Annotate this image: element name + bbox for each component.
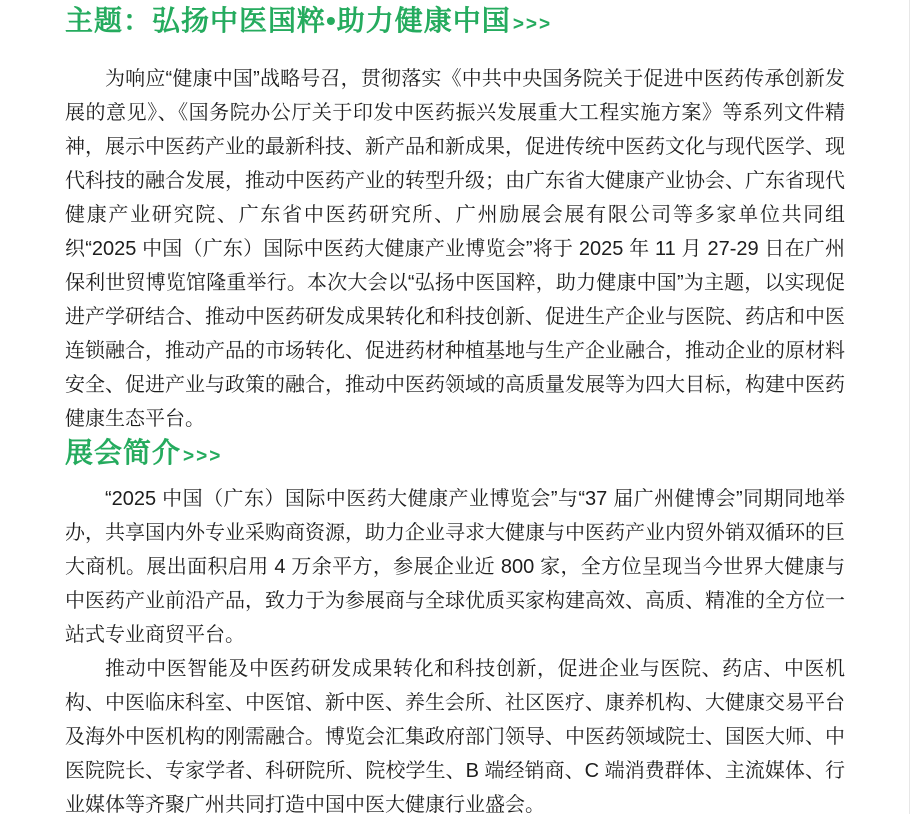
section-heading-theme-text: 主题：弘扬中医国粹•助力健康中国	[65, 5, 511, 36]
chevron-right-arrows-icon: >>>	[512, 14, 553, 35]
section-heading-theme	[65, 4, 845, 42]
expo-overview-paragraph: “2025 中国（广东）国际中医药大健康产业博览会”与“37 届广州健博会”同期同地举办，共享国内外专业采购商资源，助力企业寻求大健康与中医药产业内贸外销双循环的巨大商机。展出面积启用 4 万余平方，参展企业近 800 家，全方位呈现当今世界大健康与中医药产业前沿产品，致力于为参展商与全球优质买家构建高效、高质、精准的全方位一站式专业商贸平台。	[65, 488, 845, 646]
expo-audience-paragraph: 推动中医智能及中医药研发成果转化和科技创新，促进企业与医院、药店、中医机构、中医临床科室、中医馆、新中医、养生会所、社区医疗、康养机构、大健康交易平台及海外中医机构的刚需融合。博览会汇集政府部门领导、中医药领域院士、国医大师、中医院院长、专家学者、科研院所、院校学生、B 端经销商、C 端消费群体、主流媒体、行业媒体等齐聚广州共同打造中国中医大健康行业盛会。	[65, 658, 845, 816]
section-heading-expo-intro-text: 展会简介	[65, 437, 182, 468]
theme-paragraph: 为响应“健康中国”战略号召，贯彻落实《中共中央国务院关于促进中医药传承创新发展的意见》、《国务院办公厅关于印发中医药振兴发展重大工程实施方案》等系列文件精神，展示中医药产业的最新科技、新产品和新成果，促进传统中医药文化与现代医学、现代科技的融合发展，推动中医药产业的转型升级；由广东省大健康产业协会、广东省现代健康产业研究院、广东省中医药研究所、广州励展会展有限公司等多家单位共同组织“2025 中国（广东）国际中医药大健康产业博览会”将于 2025 年 11 月 27-29 日在广州保利世贸博览馆隆重举行。本次大会以“弘扬中医国粹，助力健康中国”为主题，以实现促进产学研结合、推动中医药研发成果转化和科技创新、促进生产企业与医院、药店和中医连锁融合，推动产品的市场转化、促进药材种植基地与生产企业融合，推动企业的原材料安全、促进产业与政策的融合，推动中医药领域的高质量发展等为四大目标，构建中医药健康生态平台。	[65, 68, 845, 430]
section-heading-expo-intro	[65, 436, 845, 474]
chevron-right-arrows-icon: >>>	[183, 446, 223, 467]
